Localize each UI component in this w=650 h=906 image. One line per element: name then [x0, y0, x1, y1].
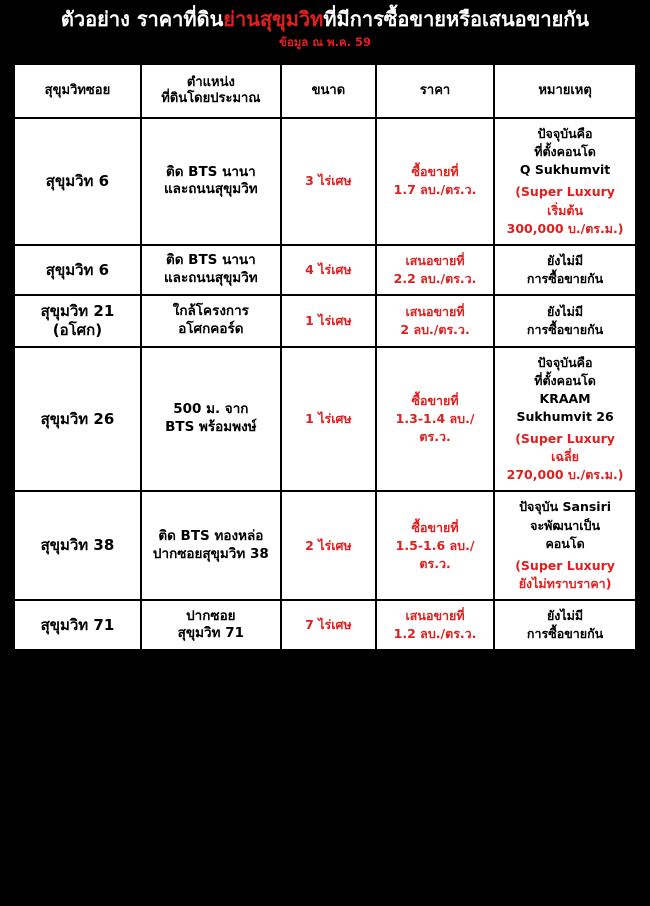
cell-size-line: 1 ไร่เศษ: [305, 312, 352, 328]
cell-location-line: ติด BTS นานา: [165, 252, 256, 269]
cell-note-red-line: 300,000 บ./ตร.ม.): [506, 220, 624, 236]
land-price-table-container: [10, 60, 640, 654]
cell-note-line: ยังไม่มี: [546, 608, 584, 623]
cell-note-line: คอนโด: [545, 535, 585, 551]
column-header-size-line1: ขนาด: [311, 82, 346, 98]
cell-note-line: ปัจจุบันคือ: [537, 126, 593, 141]
cell-size: [281, 118, 376, 245]
cell-location: [141, 295, 281, 347]
cell-location-line: ปากซอย: [186, 607, 236, 624]
cell-note-red-line: (Super Luxury: [515, 431, 615, 446]
cell-note-line: ที่ตั้งคอนโด: [534, 144, 596, 160]
header-subtitle: ข้อมูล ณ พ.ค. 59: [278, 35, 372, 49]
table-header-row: [14, 64, 636, 118]
cell-price-line: เสนอขายที่: [405, 608, 465, 623]
column-header-soi-line1: สุขุมวิทซอย: [44, 82, 111, 98]
column-header-location: [141, 64, 281, 118]
cell-price-line: 1.7 ลบ./ตร.ว.: [393, 182, 477, 198]
cell-price-line: เสนอขายที่: [405, 252, 465, 268]
cell-note-red-line: (Super Luxury: [515, 184, 615, 200]
cell-soi-line: สุขุมวิท 6: [45, 172, 110, 190]
cell-price: [376, 118, 494, 245]
table-row: [14, 347, 636, 492]
cell-size-line: 1 ไร่เศษ: [305, 410, 352, 426]
cell-note-red-line: ยังไม่ทราบราคา): [518, 575, 612, 591]
cell-note-line: ปัจจุบัน Sansiri: [519, 499, 612, 515]
cell-note-line: การซื้อขายกัน: [526, 626, 604, 642]
cell-note-line: การซื้อขายกัน: [526, 270, 604, 286]
cell-price-line: ซื้อขายที่: [411, 164, 459, 180]
cell-note: [494, 245, 636, 295]
cell-soi: [14, 600, 141, 650]
column-header-price-line1: ราคา: [419, 82, 451, 98]
header: [0, 0, 650, 58]
cell-note-line: Q Sukhumvit: [519, 162, 611, 178]
land-price-table: [13, 63, 637, 651]
cell-soi-line: สุขุมวิท 21: [40, 302, 115, 320]
column-header-location-line2: ที่ดินโดยประมาณ: [161, 91, 261, 106]
cell-price-line: ตร.ว.: [419, 555, 451, 571]
cell-price-line: 2.2 ลบ./ตร.ว.: [393, 270, 477, 286]
cell-soi-line: (อโศก): [52, 320, 103, 339]
cell-soi: [14, 347, 141, 492]
cell-size-line: 4 ไร่เศษ: [305, 261, 352, 277]
cell-note-red-line: เริ่มต้น: [547, 202, 584, 218]
cell-price-line: ตร.ว.: [419, 429, 451, 444]
cell-soi-line: สุขุมวิท 71: [40, 615, 115, 634]
cell-location: [141, 118, 281, 245]
cell-note-line: ปัจจุบันคือ: [537, 354, 593, 370]
table-body: [14, 118, 636, 650]
cell-location-line: และถนนสุขุมวิท: [163, 269, 258, 286]
cell-location-line: อโศกคอร์ด: [178, 320, 244, 337]
cell-size-line: 2 ไร่เศษ: [305, 537, 352, 553]
cell-note-line: Sukhumvit 26: [516, 408, 614, 424]
cell-location-line: ปากซอยสุขุมวิท 38: [152, 545, 269, 562]
cell-location-line: สุขุมวิท 71: [177, 625, 245, 642]
cell-note-red-line: เฉลี่ย: [551, 449, 579, 465]
cell-size: [281, 295, 376, 347]
cell-size: [281, 245, 376, 295]
column-header-note: [494, 64, 636, 118]
cell-size: [281, 600, 376, 650]
cell-price: [376, 347, 494, 492]
table-row: [14, 491, 636, 600]
cell-price-line: เสนอขายที่: [405, 303, 465, 319]
cell-price-line: ซื้อขายที่: [411, 392, 459, 408]
table-header: [14, 64, 636, 118]
cell-price-line: 1.3-1.4 ลบ./: [395, 410, 475, 426]
cell-location: [141, 347, 281, 492]
cell-price-line: 1.5-1.6 ลบ./: [395, 537, 475, 553]
cell-soi-line: สุขุมวิท 6: [45, 260, 110, 279]
cell-location-line: 500 ม. จาก: [173, 401, 249, 418]
title-accent: ย่านสุขุมวิท: [223, 7, 324, 31]
cell-soi: [14, 295, 141, 347]
column-header-size: [281, 64, 376, 118]
cell-size-line: 3 ไร่เศษ: [305, 173, 352, 189]
cell-price-line: ซื้อขายที่: [411, 519, 459, 535]
cell-size: [281, 491, 376, 600]
cell-location: [141, 600, 281, 650]
cell-note-red-line: 270,000 บ./ตร.ม.): [506, 467, 624, 483]
cell-note: [494, 600, 636, 650]
cell-note-red-line: (Super Luxury: [515, 557, 615, 573]
cell-size: [281, 347, 376, 492]
table-row: [14, 295, 636, 347]
table-row: [14, 600, 636, 650]
cell-location-line: ติด BTS ทองหล่อ: [158, 528, 264, 545]
cell-note-line: ยังไม่มี: [546, 303, 584, 319]
cell-location-line: BTS พร้อมพงษ์: [165, 418, 257, 435]
cell-size-line: 7 ไร่เศษ: [305, 617, 352, 632]
cell-soi-line: สุขุมวิท 26: [40, 409, 115, 428]
cell-note: [494, 118, 636, 245]
table-row: [14, 245, 636, 295]
cell-price: [376, 491, 494, 600]
cell-note: [494, 491, 636, 600]
cell-price: [376, 245, 494, 295]
cell-price-line: 1.2 ลบ./ตร.ว.: [393, 626, 477, 642]
table-row: [14, 118, 636, 245]
cell-soi: [14, 491, 141, 600]
cell-note-line: ยังไม่มี: [546, 252, 584, 268]
column-header-location-line1: ตำแหน่ง: [186, 74, 235, 90]
cell-price-line: 2 ลบ./ตร.ว.: [400, 321, 470, 337]
cell-location: [141, 245, 281, 295]
cell-note-line: การซื้อขายกัน: [526, 321, 604, 337]
cell-note-line: ที่ตั้งคอนโด: [534, 372, 596, 388]
cell-price: [376, 295, 494, 347]
cell-note: [494, 295, 636, 347]
cell-soi-line: สุขุมวิท 38: [40, 536, 115, 555]
title-part-2: ที่มีการซื้อขายหรือเสนอขายกัน: [323, 7, 590, 31]
cell-location-line: และถนนสุขุมวิท: [163, 181, 258, 198]
cell-soi: [14, 245, 141, 295]
page-title: [0, 8, 650, 30]
column-header-price: [376, 64, 494, 118]
column-header-soi: [14, 64, 141, 118]
cell-location-line: ใกล้โครงการ: [172, 303, 249, 320]
cell-location: [141, 491, 281, 600]
cell-note: [494, 347, 636, 492]
cell-note-line: จะพัฒนาเป็น: [530, 517, 601, 533]
cell-price: [376, 600, 494, 650]
cell-location-line: ติด BTS นานา: [165, 163, 256, 180]
title-part-1: ตัวอย่าง ราคาที่ดิน: [60, 7, 224, 31]
column-header-note-line1: หมายเหตุ: [538, 82, 592, 98]
cell-note-line: KRAAM: [539, 390, 591, 406]
cell-soi: [14, 118, 141, 245]
